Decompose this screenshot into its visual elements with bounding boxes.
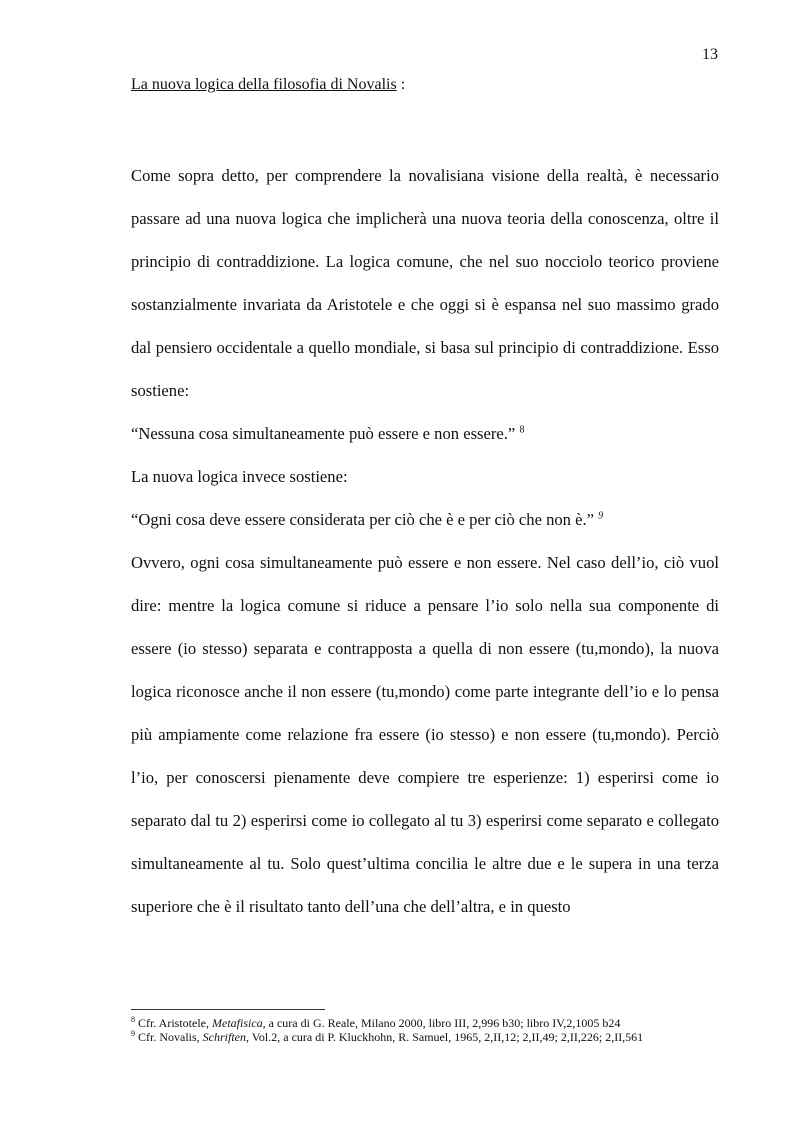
- footnote-divider: [131, 1009, 325, 1010]
- footnote-text: , Vol.2, a cura di P. Kluckhohn, R. Samuel, 1965, 2,II,12; 2,II,49; 2,II,226; 2,II,561: [246, 1030, 644, 1044]
- footnote-title: Schriften: [202, 1030, 246, 1044]
- paragraph-explanation: Ovvero, ogni cosa simultaneamente può essere e non essere. Nel caso dell’io, ciò vuol dire: mentre la logica comune si riduce a pensare l’io solo nella sua componente di essere (io stesso) separata e contrapposta a quella di non essere (tu,mondo), la nuova logica riconosce anche il non essere (tu,mondo) come parte integrante dell’io e lo pensa più ampiamente come relazione fra essere (io stesso) e non essere (tu,mondo). Perciò l’io, per conoscersi pienamente deve compiere tre esperienze: 1) esperirsi come io separato dal tu 2) esperirsi come io collegato al tu 3) esperirsi come separato e collegato simultaneamente al tu. Solo quest’ultima concilia le altre due e le supera in una terza superiore che è il risultato tanto dell’una che dell’altra, e in questo: [131, 553, 719, 916]
- footnote-text: , a cura di G. Reale, Milano 2000, libro III, 2,996 b30; libro IV,2,1005 b24: [262, 1016, 621, 1030]
- footnote-9: [131, 1030, 731, 1044]
- quote-contradiction-text: “Nessuna cosa simultaneamente può essere e non essere.”: [131, 424, 516, 443]
- footnote-number: 9: [131, 1029, 135, 1038]
- footnote-8: [131, 1016, 731, 1030]
- footnote-ref-8[interactable]: 8: [519, 424, 525, 436]
- heading-text: La nuova logica della filosofia di Novalis: [131, 76, 397, 93]
- quote-new-logic-text: “Ogni cosa deve essere considerata per ciò che è e per ciò che non è.”: [131, 510, 595, 529]
- page-heading: [131, 76, 405, 94]
- footnote-number: 8: [131, 1015, 135, 1024]
- quote-contradiction: [131, 412, 719, 455]
- heading-suffix: :: [396, 76, 406, 93]
- quote-new-logic: [131, 498, 719, 541]
- footnote-title: Metafisica: [212, 1016, 263, 1030]
- footnote-text: Cfr. Aristotele,: [135, 1016, 212, 1030]
- paragraph-new-logic: La nuova logica invece sostiene:: [131, 467, 348, 486]
- footnote-ref-9[interactable]: 9: [598, 510, 604, 522]
- body-text: [131, 154, 719, 928]
- footnotes: [131, 1016, 731, 1044]
- footnote-text: Cfr. Novalis,: [135, 1030, 203, 1044]
- page-number: 13: [702, 46, 718, 63]
- paragraph-intro: Come sopra detto, per comprendere la novalisiana visione della realtà, è necessario passare ad una nuova logica che implicherà una nuova teoria della conoscenza, oltre il principio di contraddizione. La logica comune, che nel suo nocciolo teorico proviene sostanzialmente invariata da Aristotele e che oggi si è espansa nel suo massimo grado dal pensiero occidentale a quello mondiale, si basa sul principio di contraddizione. Esso sostiene:: [131, 166, 719, 400]
